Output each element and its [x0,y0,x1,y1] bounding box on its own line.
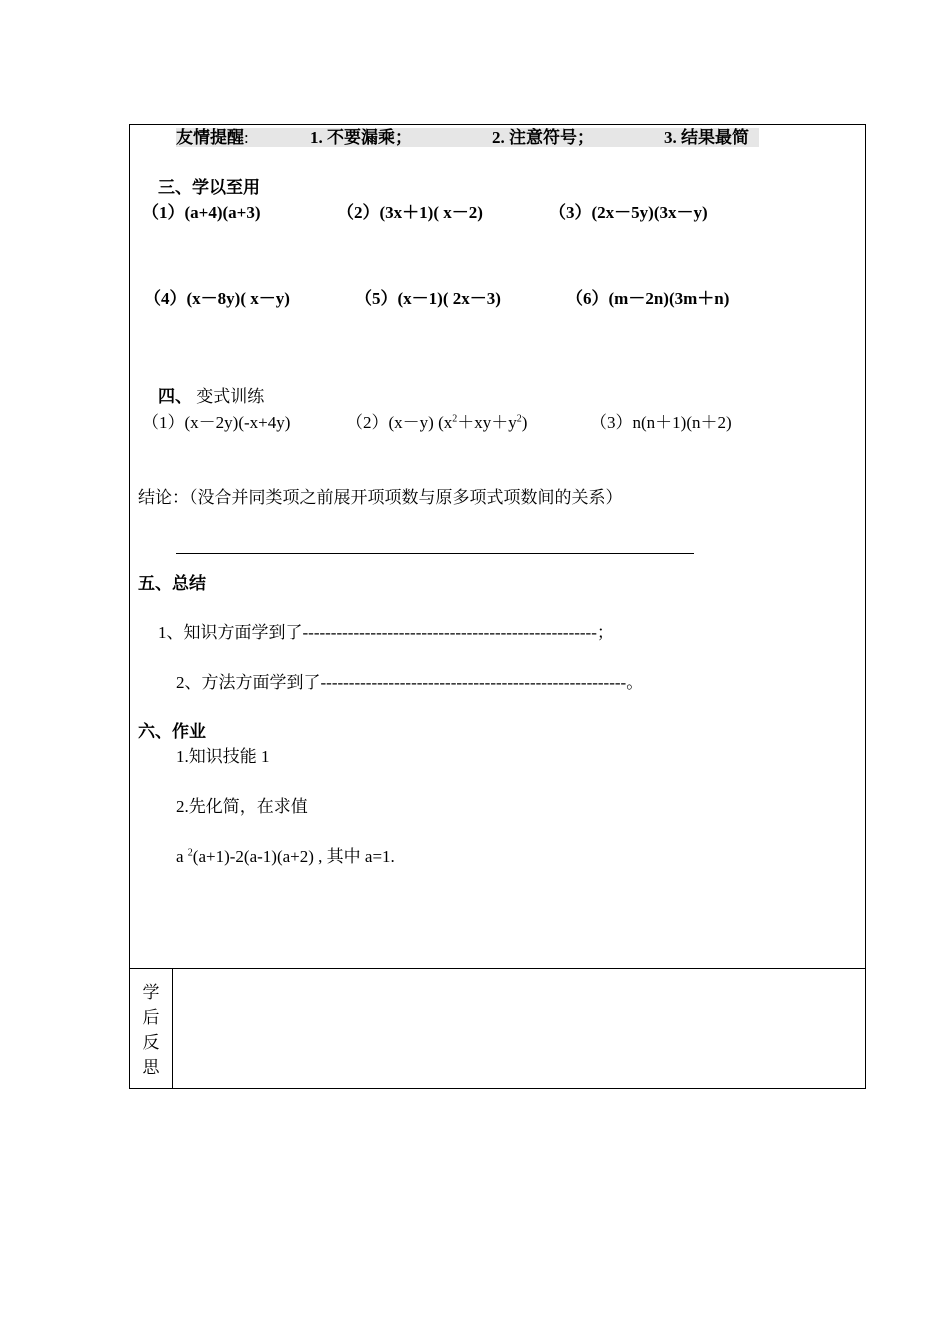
reminder-item-1: 1. 不要漏乘； [310,128,412,147]
section3-heading: 三、学以至用 [158,178,260,197]
conclusion-answer-line [176,553,694,554]
variant-problem-1: （1）(x－2y)(-x+4y) [142,413,291,432]
summary-item-2: 2、方法方面学到了------------------------------------------------------。 [176,673,644,692]
summary-item-1: 1、知识方面学到了----------------------------------------------------； [158,623,614,642]
variant-problem-2: （2）(x－y) $(x^2+xy+y^2)$ [346,413,528,432]
conclusion-text: 结论：（没合并同类项之前展开项项数与原多项式项数间的关系） [138,488,623,507]
problem-1: （1）(a+4)(a+3) [142,203,261,222]
problem-2: （2）(3x＋1)( x－2) [337,203,483,222]
variant-problem-3: （3）n(n＋1)(n＋2) [590,413,732,432]
section6-heading: 六、作业 [138,722,206,741]
reminder-item-3: 3. 结果最简 [664,128,749,147]
section4-heading: 四、 变式训练 [158,387,265,406]
section5-heading: 五、总结 [138,574,206,593]
homework-item-2: 2.先化简，在求值 [176,797,308,816]
reminder-item-2: 2. 注意符号； [492,128,594,147]
problem-4: （4）(x－8y)( x－y) [144,289,290,308]
reflection-area[interactable] [173,969,865,1088]
homework-item-1: 1.知识技能 1 [176,747,270,766]
reminder-label: 友情提醒: [176,128,249,147]
worksheet-frame [129,124,866,1089]
problem-5: （5）(x－1)( 2x－3) [355,289,501,308]
reflection-label: 学 后 反 思 [142,983,160,1077]
homework-expression: a $^2$(a+1)-2(a-1)(a+2) , 其中 a=1. [176,847,395,866]
problem-3: （3）(2x－5y)(3x－y) [549,203,708,222]
problem-6: （6）(m－2n)(3m＋n) [566,289,730,308]
